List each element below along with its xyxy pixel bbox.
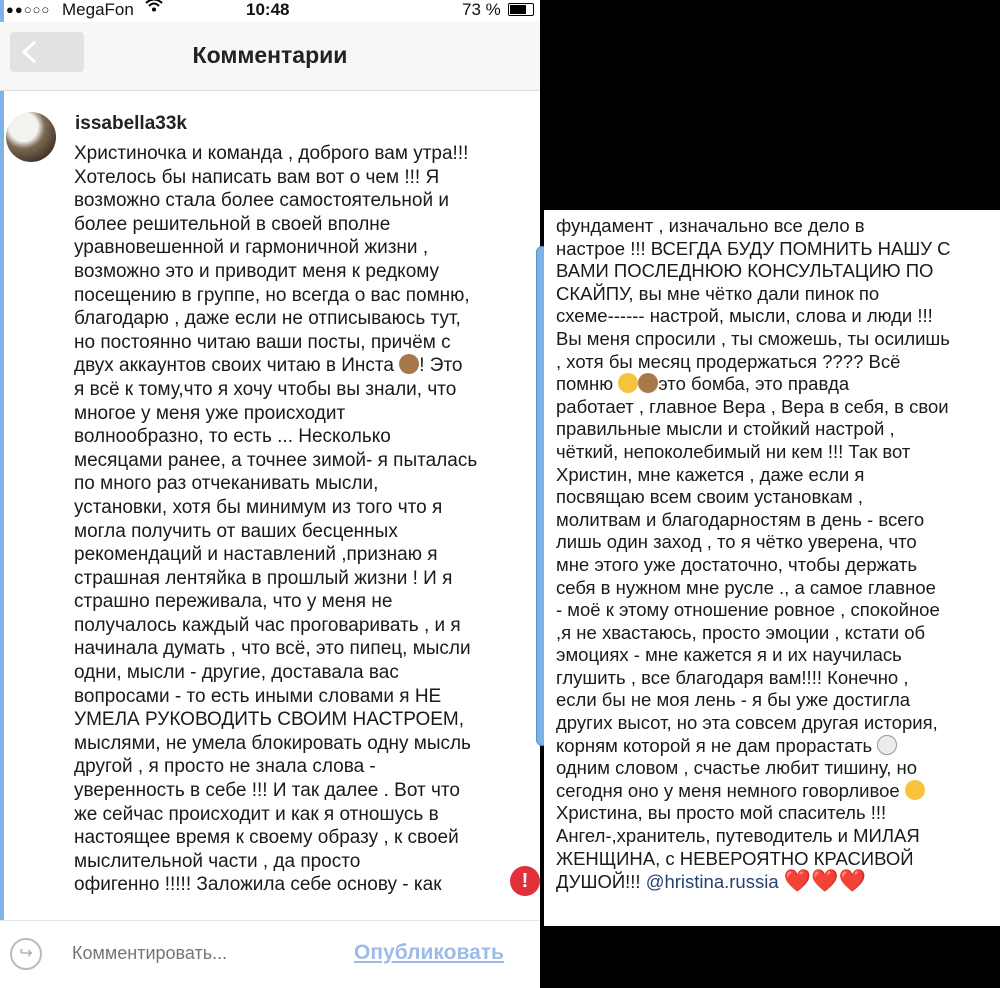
- right-line: [556, 780, 951, 803]
- right-line: [556, 351, 951, 374]
- right-line-text: Христин, мне кажется , даже если я: [556, 463, 865, 485]
- right-line-text: схеме------ настрой, мысли, слова и люди !!!: [556, 305, 933, 327]
- comment-line: [74, 614, 526, 638]
- avatar[interactable]: [6, 112, 56, 162]
- comment-line: [74, 685, 526, 709]
- right-line: [556, 260, 951, 283]
- comment-line: [74, 826, 526, 850]
- error-alert-icon[interactable]: !: [510, 866, 540, 896]
- comment-line: [74, 520, 526, 544]
- right-text-panel: [544, 210, 1000, 926]
- right-line: [556, 554, 951, 577]
- comment-line-text: Хотелось бы написать вам вот о чем !!! Я: [74, 166, 440, 188]
- comment-line: [74, 779, 526, 803]
- comment-line-text: офигенно !!!!! Заложила себе основу - как: [74, 874, 442, 896]
- comment-line-text: начинала думать , что всё, это пипец, мысли: [74, 638, 471, 660]
- comment-line-text: получалось каждый час проговаривать , и я: [74, 614, 461, 636]
- right-line: [556, 396, 951, 419]
- right-line-text: настрое !!! ВСЕГДА БУДУ ПОМНИТЬ НАШУ С: [556, 237, 951, 259]
- comment-line-text: по много раз отчеканивать мысли,: [74, 473, 379, 495]
- comment-line: [74, 496, 526, 520]
- right-line-text: работает , главное Вера , Вера в себя, в свои: [556, 395, 949, 417]
- comment-line-text: двух аккаунтов своих читаю в Инста: [74, 355, 394, 377]
- right-line: [556, 825, 951, 848]
- page-title: Комментарии: [192, 42, 348, 68]
- right-line-text: себя в нужном мне русле ., а самое главное: [556, 576, 936, 598]
- comment-line-text: одни, мысли - другие, доставала вас: [74, 662, 399, 684]
- comment-line-text: рекомендаций и наставлений ,признаю я: [74, 544, 438, 566]
- right-line: [556, 238, 951, 261]
- right-line-text: - моё к этому отношение ровное , спокойное: [556, 599, 940, 621]
- comment-line: [74, 378, 526, 402]
- comment-line-text: УМЕЛА РУКОВОДИТЬ СВОИМ НАСТРОЕМ,: [74, 709, 465, 731]
- comment-line-text: возможно это и приводит меня к редкому: [74, 260, 440, 282]
- right-line: [556, 577, 951, 600]
- comment-line: [74, 236, 526, 260]
- comment-line: [74, 567, 526, 591]
- comment-line: [74, 637, 526, 661]
- comment-line: [74, 590, 526, 614]
- right-line-text: мне этого уже достаточно, чтобы держать: [556, 553, 918, 575]
- right-line-text: ЖЕНЩИНА, с НЕВЕРОЯТНО КРАСИВОЙ: [556, 847, 914, 869]
- right-line: [556, 441, 951, 464]
- mention-link[interactable]: @hristina.russia: [645, 871, 779, 893]
- comment-line: [74, 166, 526, 190]
- right-line: [556, 644, 951, 667]
- right-line-text: молитвам и благодарностям в день - всего: [556, 508, 925, 530]
- comment-line-text: благодарю , даже если не отписываюсь тут,: [74, 308, 461, 330]
- right-line: [556, 712, 951, 735]
- comment-line-text: но постоянно читаю ваши посты, причём с: [74, 331, 451, 353]
- comment-line: [74, 142, 526, 166]
- right-line-text: эмоциях - мне кажется я и их научилась: [556, 644, 902, 666]
- clock: 10:48: [246, 0, 290, 19]
- left-accent-border: [0, 0, 4, 988]
- right-line: [556, 757, 951, 780]
- comment-line-text: посещению в группе, но всегда о вас помню,: [74, 284, 470, 306]
- smile-emoji-icon: [905, 780, 925, 800]
- comment-username[interactable]: issabella33k: [75, 113, 187, 134]
- right-line-text: лишь один заход , то я чётко уверена, что: [556, 531, 917, 553]
- comment-line: [74, 449, 526, 473]
- right-line: [556, 283, 951, 306]
- right-line: [556, 509, 951, 532]
- right-line-text: глушить , все благодаря вам!!!! Конечно ,: [556, 666, 909, 688]
- comment-line: [74, 189, 526, 213]
- comment-line-text: я всё к тому,что я хочу чтобы вы знали, что: [74, 378, 457, 400]
- comment-line-text: настоящее время к своему образу , к своей: [74, 827, 459, 849]
- right-line: [556, 622, 951, 645]
- comment-line: [74, 260, 526, 284]
- comment-line-text: страшная лентяйка в прошлый жизни ! И я: [74, 567, 453, 589]
- comment-line-text: мыслительной части , да просто: [74, 850, 361, 872]
- right-line: [556, 215, 951, 238]
- monkey-emoji-icon: [399, 354, 419, 374]
- comment-text: [74, 142, 526, 908]
- comment-line: [74, 472, 526, 496]
- comment-input[interactable]: [72, 943, 332, 964]
- comment-line: [74, 213, 526, 237]
- comment-line: [74, 307, 526, 331]
- comment-line-text: волнообразно, то есть ... Несколько: [74, 426, 391, 448]
- comment-line: [74, 873, 526, 897]
- right-line-text: других высот, но эта совсем другая история,: [556, 712, 938, 734]
- right-line-text: , хотя бы месяц продержаться ???? Всё: [556, 350, 901, 372]
- right-line-text: сегодня оно у меня немного говорливое: [556, 779, 900, 801]
- comment-line-text: установки, хотя бы минимум из того что я: [74, 496, 443, 518]
- comment-line: [74, 708, 526, 732]
- status-bar: [0, 0, 540, 20]
- right-line-text: фундамент , изначально все дело в: [556, 215, 865, 236]
- comment-line-text: ! Это: [419, 355, 463, 377]
- right-line-text: ,я не хвастаюсь, просто эмоции , кстати об: [556, 621, 926, 643]
- comment-line: [74, 402, 526, 426]
- ghost-emoji-icon: [877, 735, 897, 755]
- comment-line: [74, 331, 526, 355]
- right-line-text: помню: [556, 373, 614, 395]
- right-line-text: если бы не моя лень - я бы уже достигла: [556, 689, 911, 711]
- right-line-text: это бомба, это правда: [658, 373, 850, 395]
- carrier-name: MegaFon: [62, 0, 134, 19]
- right-line: [556, 464, 951, 487]
- wink-emoji-icon: [618, 373, 638, 393]
- right-line-text: ВАМИ ПОСЛЕДНЮЮ КОНСУЛЬТАЦИЮ ПО: [556, 260, 934, 282]
- hearts-emoji: ❤️❤️❤️: [783, 868, 866, 894]
- right-line-text: ДУШОЙ!!!: [556, 871, 641, 893]
- monkey-emoji-icon: [638, 373, 658, 393]
- comment-line-text: же сейчас происходит и как я отношусь в: [74, 803, 439, 825]
- right-line: [556, 599, 951, 622]
- right-line: [556, 418, 951, 441]
- comment-line-text: уравновешенной и гармоничной жизни ,: [74, 237, 429, 259]
- right-line: [556, 328, 951, 351]
- comment-line-text: возможно стала более самостоятельной и: [74, 190, 449, 212]
- battery-icon: [508, 3, 534, 16]
- comment-line: [74, 284, 526, 308]
- right-line: [556, 689, 951, 712]
- right-line-text: Христина, вы просто мой спаситель !!!: [556, 802, 887, 824]
- right-line-text: правильные мысли и стойкий настрой ,: [556, 418, 895, 440]
- comment-line: [74, 543, 526, 567]
- comment-line-text: страшно переживала, что у меня не: [74, 591, 393, 613]
- right-line-text: одним словом , счастье любит тишину, но: [556, 757, 918, 779]
- comment-line-text: многое у меня уже происходит: [74, 402, 346, 424]
- right-line: [556, 667, 951, 690]
- comment-line: [74, 755, 526, 779]
- comment-line-text: Христиночка и команда , доброго вам утра!!!: [74, 143, 469, 164]
- right-line: [556, 486, 951, 509]
- right-line-text: СКАЙПУ, вы мне чётко дали пинок по: [556, 282, 880, 304]
- right-line: [556, 870, 951, 893]
- right-line-text: посвящаю всем своим установкам ,: [556, 486, 864, 508]
- right-comment-text: [556, 210, 951, 893]
- signal-indicator: ●●○○○: [6, 2, 51, 17]
- reply-icon[interactable]: ↪: [10, 938, 42, 970]
- right-line: [556, 373, 951, 396]
- comment-line: [74, 803, 526, 827]
- comment-line-text: месяцами ранее, а точнее зимой- я пыталась: [74, 449, 478, 471]
- comment-line-text: уверенность в себе !!! И так далее . Вот что: [74, 780, 460, 802]
- comment-line: [74, 425, 526, 449]
- right-line: [556, 305, 951, 328]
- publish-button[interactable]: Опубликовать: [354, 941, 504, 964]
- right-line: [556, 735, 951, 758]
- right-line: [556, 848, 951, 871]
- comment-line-text: вопросами - то есть иными словами я НЕ: [74, 685, 442, 707]
- comment-line-text: другой , я просто не знала слова -: [74, 756, 376, 778]
- comment-line: [74, 850, 526, 874]
- right-line-text: Вы меня спросили , ты сможешь, ты осилишь: [556, 327, 950, 349]
- right-line-text: чёткий, непоколебимый ни кем !!! Так вот: [556, 440, 911, 462]
- battery-percent: 73 %: [462, 0, 501, 19]
- comment-line: [74, 354, 526, 378]
- wifi-icon: [145, 0, 163, 17]
- right-line-text: Ангел-,хранитель, путеводитель и МИЛАЯ: [556, 825, 920, 847]
- comment-composer: [0, 920, 540, 988]
- right-line: [556, 531, 951, 554]
- right-line-text: корням которой я не дам прорастать: [556, 734, 873, 756]
- comment-line-text: мыслями, не умела блокировать одну мысль: [74, 732, 471, 754]
- comment-line-text: более решительной в своей вполне: [74, 213, 391, 235]
- nav-bar: [0, 22, 540, 91]
- comment-line: [74, 732, 526, 756]
- comment-line-text: могла получить от ваших бесценных: [74, 520, 398, 542]
- right-line: [556, 802, 951, 825]
- comment-line: [74, 661, 526, 685]
